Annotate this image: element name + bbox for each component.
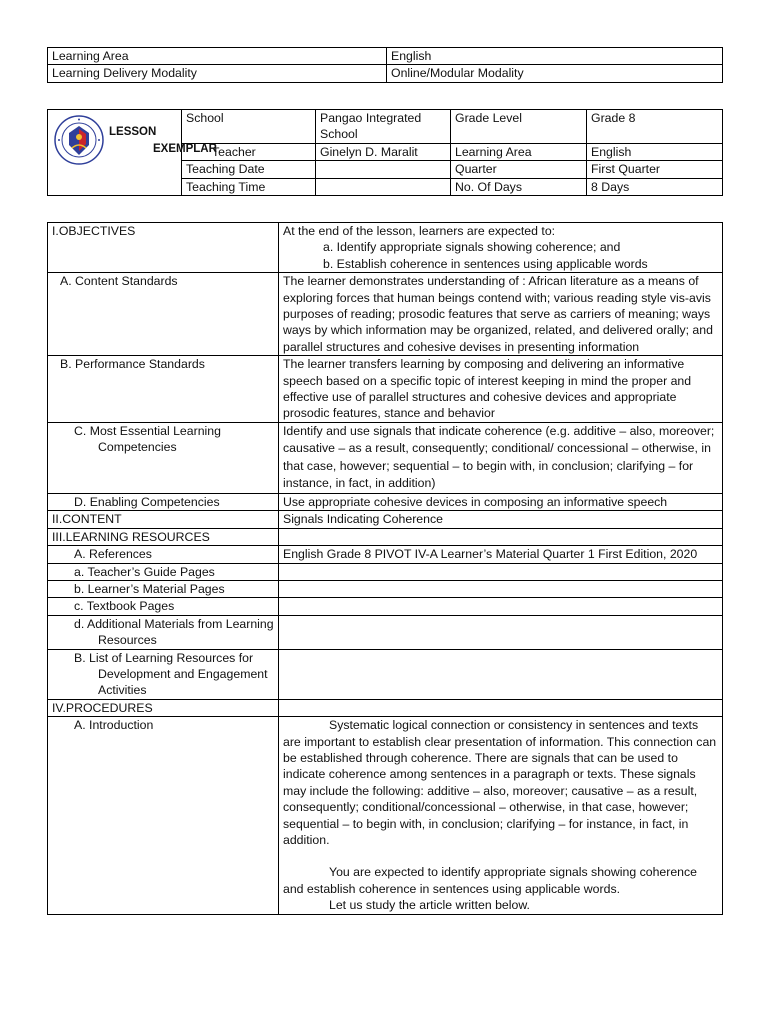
school-value: Pangao Integrated School bbox=[316, 110, 451, 144]
table-row bbox=[48, 273, 723, 356]
introduction-cell bbox=[279, 717, 723, 914]
lesson-plan-table bbox=[47, 222, 723, 915]
procedures-label: IV.PROCEDURES bbox=[48, 699, 279, 716]
references-text: English Grade 8 PIVOT IV-A Learner’s Material Quarter 1 First Edition, 2020 bbox=[279, 546, 723, 563]
delivery-modality-value: Online/Modular Modality bbox=[387, 65, 723, 82]
table-row bbox=[48, 48, 723, 65]
performance-standards-label: B. Performance Standards bbox=[48, 356, 279, 423]
melc-text: Identify and use signals that indicate coherence (e.g. additive – also, moreover; causative – as a result, consequently; conditional/ concessional – otherwise, in that case, however; sequential – to begin with, in conclusion; clarifying – for instance, in fact, in addition) bbox=[279, 422, 723, 493]
teaching-time-value bbox=[316, 178, 451, 195]
teacher-value: Ginelyn D. Maralit bbox=[316, 143, 451, 160]
quarter-label: Quarter bbox=[451, 161, 587, 178]
days-label: No. Of Days bbox=[451, 178, 587, 195]
table-row bbox=[48, 528, 723, 545]
textbook-pages-value bbox=[279, 598, 723, 615]
learning-area-value: English bbox=[387, 48, 723, 65]
learners-material-value bbox=[279, 580, 723, 597]
objectives-list bbox=[283, 239, 718, 272]
content-standards-label: A. Content Standards bbox=[48, 273, 279, 356]
content-standards-text: The learner demonstrates understanding of : African literature as a means of exploring forces that human beings contend with; various reading style vis-avis purposes of reading; prosodic features that serve as carriers of meaning; ways ways by which information may be organized, related, and delivered orally; and parallel structures and cohesive devises in presenting information bbox=[279, 273, 723, 356]
lesson-label: LESSON bbox=[109, 126, 157, 138]
table-row bbox=[48, 598, 723, 615]
learning-resources-label: III.LEARNING RESOURCES bbox=[48, 528, 279, 545]
enabling-competencies-label: D. Enabling Competencies bbox=[48, 493, 279, 510]
objectives-cell bbox=[279, 223, 723, 273]
teaching-date-value bbox=[316, 161, 451, 178]
melc-label: C. Most Essential Learning Competencies bbox=[48, 422, 279, 493]
textbook-pages-label: c. Textbook Pages bbox=[48, 598, 279, 615]
table-row bbox=[48, 699, 723, 716]
grade-level-value: Grade 8 bbox=[587, 110, 723, 144]
table-row bbox=[48, 110, 723, 144]
introduction-paragraph-1: Systematic logical connection or consistency in sentences and texts are important to establish clear presentation of information. This connection can be established through coherence. There are signals that can be used to indicate coherence among sentences in a paragraph or texts. These signals may include the following: additive – also, moreover; causative – as a result, consequently; conditional/concessional – otherwise, in that case, however; sequential – to begin with, in conclusion; clarifying – for instance, in fact, in addition. bbox=[283, 718, 717, 847]
teaching-time-label: Teaching Time bbox=[182, 178, 316, 195]
objectives-intro: At the end of the lesson, learners are expected to: bbox=[283, 224, 556, 238]
table-row bbox=[48, 493, 723, 510]
additional-materials-value bbox=[279, 615, 723, 649]
introduction-label: A. Introduction bbox=[48, 717, 279, 914]
teaching-date-label: Teaching Date bbox=[182, 161, 316, 178]
list-item: a. Identify appropriate signals showing coherence; and bbox=[323, 240, 621, 255]
table-row bbox=[48, 717, 723, 914]
deped-seal-icon bbox=[54, 115, 104, 165]
list-item: b. Establish coherence in sentences using applicable words bbox=[323, 256, 648, 271]
table-row bbox=[48, 223, 723, 273]
enabling-competencies-text: Use appropriate cohesive devices in composing an informative speech bbox=[279, 493, 723, 510]
learning-area-table bbox=[47, 47, 723, 83]
learning-resources-value bbox=[279, 528, 723, 545]
lesson-exemplar-table bbox=[47, 109, 723, 196]
table-row bbox=[48, 615, 723, 649]
list-of-resources-value bbox=[279, 649, 723, 699]
teacher-label: Teacher bbox=[182, 143, 316, 160]
table-row bbox=[48, 580, 723, 597]
teachers-guide-value bbox=[279, 563, 723, 580]
table-row bbox=[48, 563, 723, 580]
teachers-guide-label: a. Teacher’s Guide Pages bbox=[48, 563, 279, 580]
quarter-value: First Quarter bbox=[587, 161, 723, 178]
grade-level-label: Grade Level bbox=[451, 110, 587, 144]
introduction-paragraph-2: You are expected to identify appropriate signals showing coherence and establish coherence in sentences using applicable words. bbox=[283, 865, 698, 896]
performance-standards-text: The learner transfers learning by composing and delivering an informative speech based on a specific topic of interest keeping in mind the proper and effective use of parallel structures and cohesive devices and appropriate prosodic features, stance and behavior bbox=[279, 356, 723, 423]
paragraph-spacer bbox=[283, 848, 718, 864]
table-row bbox=[48, 546, 723, 563]
exemplar-label: EXEMPLAR bbox=[153, 143, 217, 155]
introduction-paragraph-3: Let us study the article written below. bbox=[329, 898, 530, 913]
exemplar-learning-area-value: English bbox=[587, 143, 723, 160]
procedures-value bbox=[279, 699, 723, 716]
list-of-resources-label: B. List of Learning Resources for Development and Engagement Activities bbox=[48, 649, 279, 699]
days-value: 8 Days bbox=[587, 178, 723, 195]
objectives-label: I.OBJECTIVES bbox=[48, 223, 279, 273]
content-label: II.CONTENT bbox=[48, 511, 279, 528]
learning-area-label: Learning Area bbox=[48, 48, 387, 65]
exemplar-learning-area-label: Learning Area bbox=[451, 143, 587, 160]
references-label: A. References bbox=[48, 546, 279, 563]
content-text: Signals Indicating Coherence bbox=[279, 511, 723, 528]
learners-material-label: b. Learner’s Material Pages bbox=[48, 580, 279, 597]
table-row bbox=[48, 356, 723, 423]
table-row bbox=[48, 511, 723, 528]
additional-materials-label: d. Additional Materials from Learning Resources bbox=[48, 615, 279, 649]
table-row bbox=[48, 649, 723, 699]
delivery-modality-label: Learning Delivery Modality bbox=[48, 65, 387, 82]
table-row bbox=[48, 65, 723, 82]
table-row bbox=[48, 422, 723, 493]
school-label: School bbox=[182, 110, 316, 144]
